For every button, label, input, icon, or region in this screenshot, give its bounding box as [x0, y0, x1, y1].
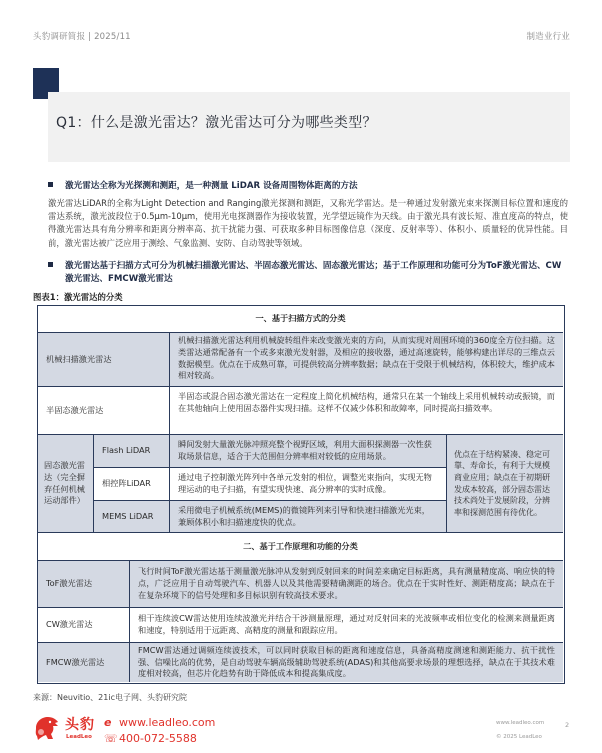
- bullet-text: 激光雷达全称为光探测和测距，是一种测量 LiDAR 设备周围物体距离的方法: [65, 181, 358, 191]
- row-label-fmcw: FMCW激光雷达: [38, 643, 129, 682]
- subtype-name-flash: Flash LiDAR: [94, 435, 169, 467]
- section-header-scan: 一、基于扫描方式的分类: [38, 306, 563, 332]
- source-note: 来源：Neuvitio、21ic电子网、头豹研究院: [33, 693, 187, 702]
- intro-paragraph: 激光雷达LiDAR的全称为Light Detection and Ranging激光探测和测距，又称光学雷达。是一种通过发射激光束来探测目标位置和速度的雷达系统，激光波段位于0.5μm-10μm，使用光电探测器作为接收装置，光学望远镜作为天线。由于激光具有波长短、准直度高的特点，使得激光雷达具有角分辨率和距离分辨率高、抗干扰能力强、可获取多种目标图像信息（深度、反射率等）、体积小、质量轻的优异性能。目前，激光雷达被广泛应用于测绘、气象监测、安防、自动驾驶等领域。: [48, 198, 568, 248]
- leopard-logo-icon: [33, 714, 61, 742]
- footer-copyright: © 2025 LeadLeo: [496, 734, 542, 740]
- row-desc-fmcw: FMCW雷达通过调频连续波技术，可以同时获取目标的距离和速度信息，具备高精度测速和测距能力、抗干扰性强、信噪比高的优势，是自动驾驶车辆高级辅助驾驶系统(ADAS)和其他高要求场景的理想选择，缺点在于其技术难度相对较高，但芯片化趋势有助于降低成本和提高集成度。: [130, 643, 563, 682]
- browser-e-icon: e: [104, 716, 112, 729]
- bullet-square-icon: [48, 262, 53, 267]
- section-header-principle: 二、基于工作原理和功能的分类: [38, 533, 563, 560]
- row-label-mechanical: 机械扫描激光雷达: [38, 333, 169, 386]
- logo-english-name: LeadLeo: [66, 734, 92, 740]
- row-desc-semisolid: 半固态或混合固态激光雷达在一定程度上简化机械结构，通常只在某一个轴线上采用机械转动或振镜，而在其他轴向上使用固态器件实现扫描。这样不仅减少体积和故障率，同时提高扫描效率。: [170, 387, 563, 434]
- solid-pros-cons: 优点在于结构紧凑、稳定可靠、寿命长，有利于大规模商业应用；缺点在于初期研发成本较高，部分固态雷达技术尚处于发展阶段，分辨率和探测范围有待优化。: [447, 435, 563, 532]
- industry-label: 制造业行业: [526, 32, 570, 42]
- subtype-desc-flash: 瞬间发射大量激光脉冲照亮整个视野区域，利用大面积探测器一次性获取场景信息，适合于大范围但分辨率相对较低的应用场景。: [170, 435, 446, 467]
- footer-phone-text: 400-072-5588: [119, 732, 197, 745]
- subtype-desc-phased-array: 通过电子控制激光阵列中各单元发射的相位，调整光束指向，实现无物理运动的电子扫描，有望实现快速、高分辨率的实时成像。: [170, 468, 446, 500]
- bullet-square-icon: [48, 182, 53, 187]
- col-divider: [169, 333, 170, 533]
- footer-phone: [104, 732, 197, 745]
- logo-chinese-name: 头豹: [65, 717, 95, 733]
- report-header-title: 头豹调研简报 | 2025/11: [33, 32, 131, 42]
- row-label-solid: 固态激光雷达（完全摒弃任何机械运动部件）: [38, 435, 93, 532]
- bullet-text: 激光雷达基于扫描方式可分为机械扫描激光雷达、半固态激光雷达、固态激光雷达；基于工作原理和功能可分为ToF激光雷达、CW激光雷达、FMCW激光雷达: [65, 261, 562, 284]
- row-label-cw: CW激光雷达: [38, 608, 129, 642]
- subtype-name-mems: MEMS LiDAR: [94, 501, 169, 532]
- figure-label: 图表1：激光雷达的分类: [33, 292, 123, 302]
- subtype-desc-mems: 采用微电子机械系统(MEMS)的微镜阵列来引导和快速扫描激光光束，兼顾体积小和扫描速度快的优点。: [170, 501, 446, 532]
- row-desc-tof: 飞行时间ToF激光雷达基于测量激光脉冲从发射到反射回来的时间差来确定目标距离，具有测量精度高、响应快的特点，广泛应用于自动驾驶汽车、机器人以及其他需要精确测距的场合。优点在于实时性好、测距精度高；缺点在于在复杂环境下的信号处理和多目标识别有较高技术要求。: [130, 561, 563, 607]
- footer-website-link[interactable]: [104, 716, 215, 729]
- bullet-point-2: [48, 260, 568, 286]
- footer-right-website[interactable]: www.leadleo.com: [496, 720, 545, 726]
- footer-website-text: www.leadleo.com: [119, 716, 216, 729]
- row-label-semisolid: 半固态激光雷达: [38, 387, 169, 434]
- classification-table: [37, 305, 565, 684]
- page-title: Q1：什么是激光雷达？激光雷达可分为哪些类型？: [56, 115, 377, 131]
- bullet-point-1: [48, 180, 568, 193]
- subtype-name-phased-array: 相控阵LiDAR: [94, 468, 169, 500]
- phone-icon: ☏: [104, 732, 118, 745]
- page-number: 2: [565, 721, 570, 729]
- row-label-tof: ToF激光雷达: [38, 561, 129, 607]
- row-desc-cw: 相干连续波CW雷达使用连续波激光并结合干涉测量原理，通过对反射回来的光波频率或相位变化的检测来测量距离和速度，特别适用于远距离、高精度的测量和跟踪应用。: [130, 608, 563, 642]
- row-desc-mechanical: 机械扫描激光雷达利用机械旋转组件来改变激光束的方向，从而实现对周围环境的360度全方位扫描。这类雷达通常配备有一个或多束激光发射器，及相应的接收器，通过高速旋转，能够构建出详尽的三维点云数据模型。优点在于成熟可靠，可提供较高分辨率数据；缺点在于受限于机械结构，体积较大，维护成本相对较高。: [170, 333, 563, 386]
- col-divider: [129, 561, 130, 682]
